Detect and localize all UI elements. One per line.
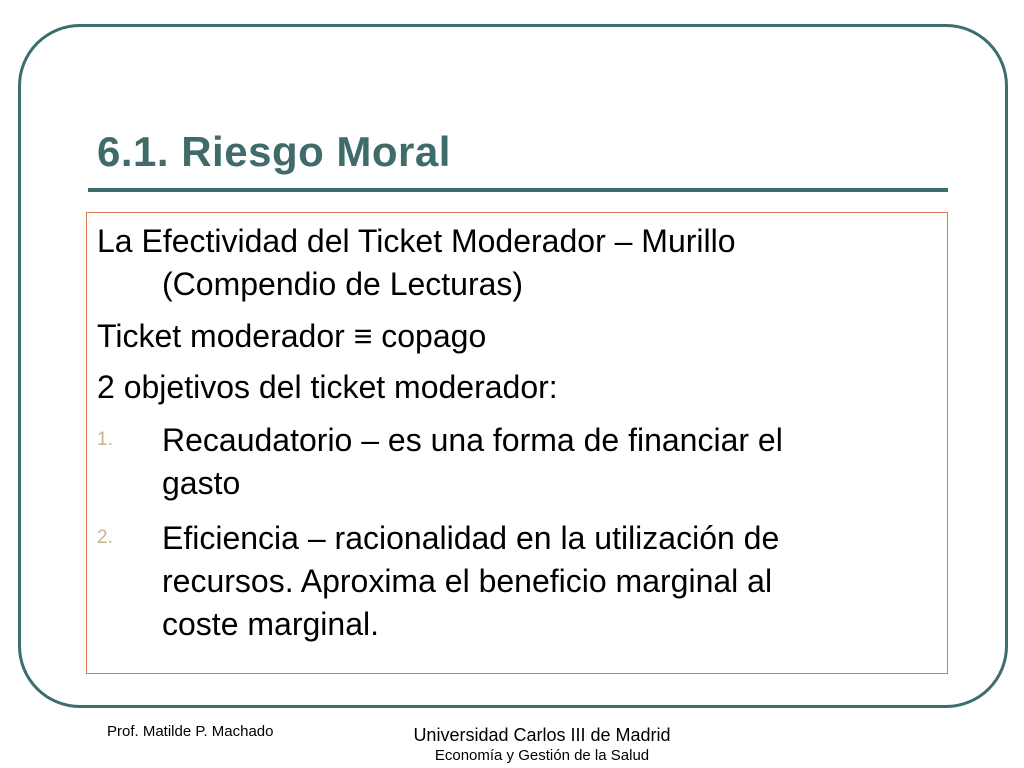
paragraph-1-line-2: (Compendio de Lecturas) <box>162 266 524 302</box>
list-item-1-line-1: Recaudatorio – es una forma de financiar el <box>162 422 783 458</box>
list-item-2-number: 2. <box>97 527 113 548</box>
footer-institution <box>397 724 687 766</box>
title-underline <box>88 188 948 192</box>
footer-author: Prof. Matilde P. Machado <box>107 723 274 740</box>
list-item-2-line-2: recursos. Aproxima el beneficio marginal al <box>162 563 773 599</box>
list-item-1-number: 1. <box>97 429 113 450</box>
list-item-2-line-3: coste marginal. <box>162 606 379 642</box>
footer-course: Economía y Gestión de la Salud <box>434 747 650 764</box>
slide-title: 6.1. Riesgo Moral <box>97 128 451 175</box>
list-item-2-line-1: Eficiencia – racionalidad en la utilización de <box>162 520 780 556</box>
paragraph-3-line-1: 2 objetivos del ticket moderador: <box>97 369 558 405</box>
footer-university: Universidad Carlos III de Madrid <box>413 725 671 745</box>
list-item-1-line-2: gasto <box>162 465 241 501</box>
paragraph-1-line-1: La Efectividad del Ticket Moderador – Murillo <box>97 223 736 259</box>
paragraph-2-line-1: Ticket moderador ≡ copago <box>97 318 487 354</box>
